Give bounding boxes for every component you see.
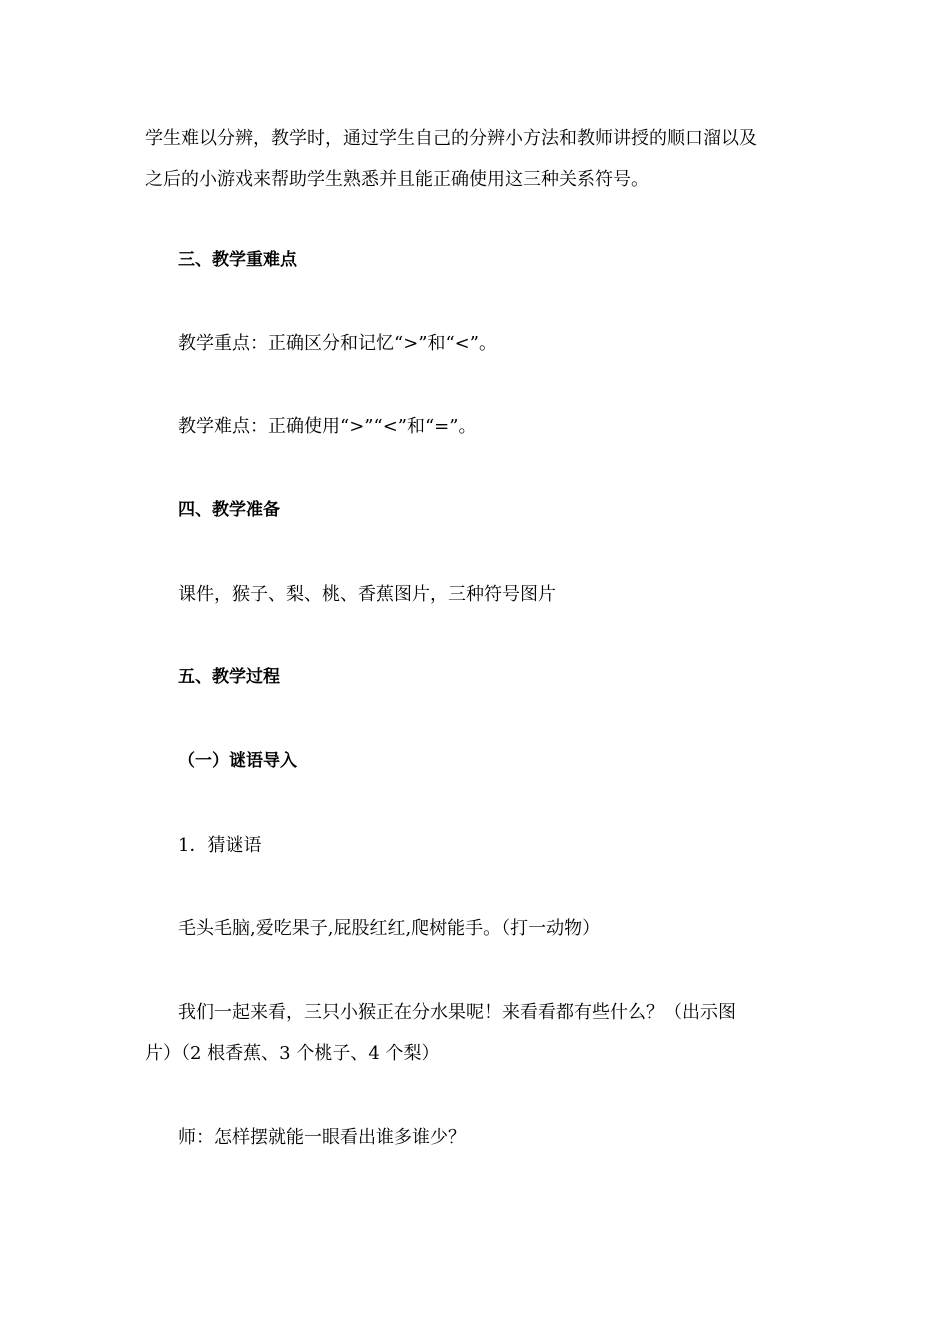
paragraph-line-2: 片）（2 根香蕉、3 个桃子、4 个梨） xyxy=(145,1043,440,1064)
section-4-heading: 四、教学准备 xyxy=(178,500,280,520)
paragraph-line-1: 我们一起来看，三只小猴正在分水果呢！来看看都有些什么？（出示图 xyxy=(178,1002,736,1023)
intro-line-1: 学生难以分辨，教学时，通过学生自己的分辨小方法和教师讲授的顺口溜以及 xyxy=(145,128,757,149)
difficult-point-text: 教学难点：正确使用“>”“<”和“=”。 xyxy=(178,416,477,437)
materials-text: 课件，猴子、梨、桃、香蕉图片，三种符号图片 xyxy=(178,584,556,605)
item-1-title: 1．猜谜语 xyxy=(178,835,262,856)
section-5-heading: 五、教学过程 xyxy=(178,667,280,687)
subsection-1-heading: （一）谜语导入 xyxy=(178,751,297,771)
key-point-text: 教学重点：正确区分和记忆“>”和“<”。 xyxy=(178,333,497,354)
riddle-text: 毛头毛脑,爱吃果子,屁股红红,爬树能手。（打一动物） xyxy=(178,918,601,939)
section-3-heading: 三、教学重难点 xyxy=(178,250,297,270)
intro-line-2: 之后的小游戏来帮助学生熟悉并且能正确使用这三种关系符号。 xyxy=(145,169,649,190)
teacher-question-text: 师：怎样摆就能一眼看出谁多谁少？ xyxy=(178,1127,466,1148)
